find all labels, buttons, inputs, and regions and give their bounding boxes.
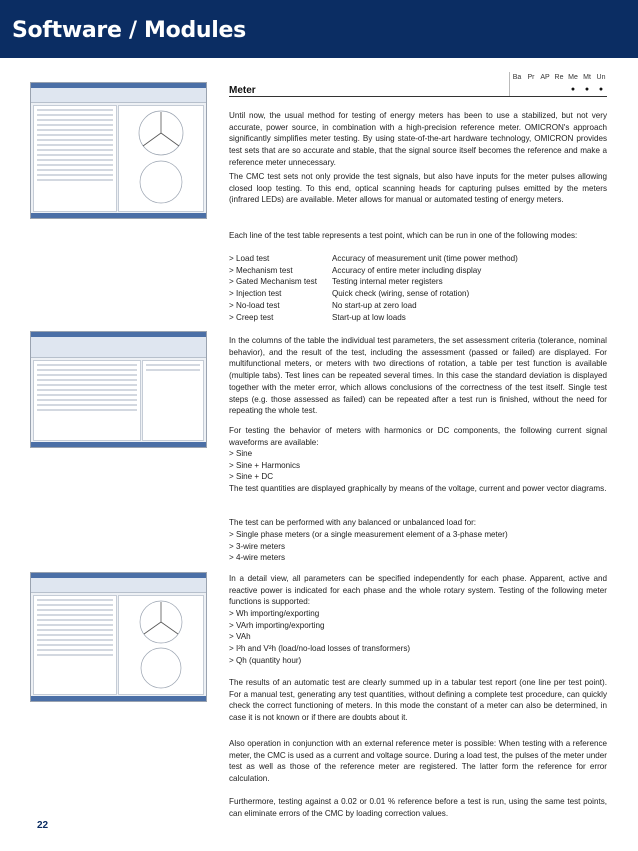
- mode-name: > Mechanism test: [229, 265, 293, 275]
- paragraph-intro: Until now, the usual method for testing of energy meters has been to use a stabilized, but not very accurate, power source, in combination with a high-precision reference meter. OMICRON's approach significantly simplifies meter testing. By using state-of-the-art hardware technology, OMICRON provides test sets that are so accurate and stable, that the signal source itself becomes the reference and make a reference meter unnecessary.: [229, 111, 607, 167]
- list-item: > I²h and V²h (load/no-load losses of transformers): [229, 644, 411, 654]
- test-mode-item: [229, 253, 607, 265]
- paragraph-load-intro: The test can be performed with any balanced or unbalanced load for:: [229, 518, 477, 527]
- category-ba: Ba: [512, 74, 522, 81]
- category-me: Me: [568, 74, 578, 81]
- list-item: > VAh: [229, 632, 251, 642]
- list-item: > Sine + Harmonics: [229, 460, 301, 470]
- category-un: Un: [596, 74, 606, 81]
- list-item: > Wh importing/exporting: [229, 609, 320, 618]
- waveforms-list: [229, 448, 607, 483]
- test-mode-item: [229, 288, 607, 300]
- mode-desc: Testing internal meter registers: [332, 277, 443, 287]
- category-me-mark: ●: [570, 86, 576, 93]
- test-mode-item: [229, 312, 607, 324]
- list-item: > Single phase meters (or a single measurement element of a 3-phase meter): [229, 530, 508, 539]
- mode-name: > Injection test: [229, 289, 282, 299]
- section-rule: [229, 96, 607, 97]
- paragraph-detail-view: In a detail view, all parameters can be specified independently for each phase. Apparent, active and reactive power is indicated for each phase and the whole rotary system. Testing of the following meter functions is supported:: [229, 574, 607, 607]
- list-item: > Qh (quantity hour): [229, 655, 302, 665]
- section-title: Meter: [229, 85, 256, 96]
- functions-list: [229, 608, 607, 667]
- paragraph-correction: Furthermore, testing against a 0.02 or 0.01 % reference before a test is run, using the same test points, can eliminate errors of the CMC by loading correction values.: [229, 797, 607, 818]
- category-mt: Mt: [583, 74, 591, 81]
- mode-name: > Load test: [229, 254, 270, 263]
- test-mode-item: [229, 276, 607, 288]
- paragraph-vector-diagrams: The test quantities are displayed graphically by means of the voltage, current and power vector diagrams.: [229, 484, 607, 493]
- page-title: Software / Modules: [12, 18, 246, 43]
- paragraph-table-columns: In the columns of the table the individual test parameters, the set assessment criteria (tolerance, nominal behavior), and the result of the test, including the assessment (passed or failed) are displayed. For multifunctional meters, or meters with two directions of rotation, a table per test function is available (multiple tabs). Test lines can be repeated several times. In this case the standard deviation is displayed together with the meter error, which allows conclusions of the correctness of the test itself. Single test steps (e.g. those assessed as failed) can be repeated after a test run is finished, without the need for repeating the whole test.: [229, 336, 607, 416]
- vector-diagram-graphic: [119, 106, 203, 206]
- mode-name: > Creep test: [229, 312, 274, 322]
- vector-diagram-graphic-2: [119, 596, 203, 692]
- screenshot-meter-manual-test: [30, 331, 207, 448]
- mode-desc: No start-up at zero load: [332, 300, 417, 310]
- screenshot-meter-test-table: [30, 82, 207, 219]
- test-modes-list: [229, 253, 607, 323]
- mode-desc: Accuracy of entire meter including display: [332, 265, 482, 275]
- page-header: [0, 0, 638, 58]
- paragraph-reference-meter: Also operation in conjunction with an external reference meter is possible: When testing with a reference meter, the CMC is used as a current and voltage source. During a load test, the pulses of the meter under test as well as those of the reference meter are registered. The latter form the reference for error calculation.: [229, 739, 607, 784]
- test-mode-item: [229, 265, 607, 277]
- list-item: > 4-wire meters: [229, 553, 285, 563]
- screenshot-meter-detail-view: [30, 572, 207, 702]
- category-un-mark: ●: [598, 86, 604, 93]
- paragraph-closed-loop: The CMC test sets not only provide the test signals, but also have inputs for the meter pulses allowing closed loop testing. To this end, optical scanning heads for capturing pulses emitted by the meters (infrared LEDs) are available. Meter allows for manual or automated testing of energy meters.: [229, 172, 607, 205]
- list-item: > Sine + DC: [229, 472, 274, 482]
- list-item: > Sine: [229, 449, 253, 458]
- mode-desc: Start-up at low loads: [332, 312, 406, 322]
- loads-list: [229, 529, 607, 564]
- category-re: Re: [554, 74, 564, 81]
- mode-desc: Quick check (wiring, sense of rotation): [332, 289, 470, 299]
- category-pr: Pr: [527, 74, 535, 81]
- page-number: 22: [37, 820, 49, 831]
- test-mode-item: [229, 300, 607, 312]
- paragraph-waveforms-intro: For testing the behavior of meters with harmonics or DC components, the following current signal waveforms are available:: [229, 426, 607, 447]
- list-item: > VArh importing/exporting: [229, 620, 325, 630]
- list-item: > 3-wire meters: [229, 541, 285, 551]
- mode-desc: Accuracy of measurement unit (time power method): [332, 254, 518, 263]
- category-mt-mark: ●: [584, 86, 590, 93]
- paragraph-modes-intro: Each line of the test table represents a test point, which can be run in one of the following modes:: [229, 231, 578, 240]
- category-ap: AP: [540, 74, 550, 81]
- paragraph-test-report: The results of an automatic test are clearly summed up in a tabular test report (one line per test point). For a manual test, generating any test quantities, without defining a complete test procedure, can quickly check the correct functioning of meters. In this mode the constant of a meter can also be determined, in case it is not known or if there are doubts about it.: [229, 678, 607, 723]
- mode-name: > Gated Mechanism test: [229, 277, 317, 287]
- mode-name: > No-load test: [229, 300, 280, 310]
